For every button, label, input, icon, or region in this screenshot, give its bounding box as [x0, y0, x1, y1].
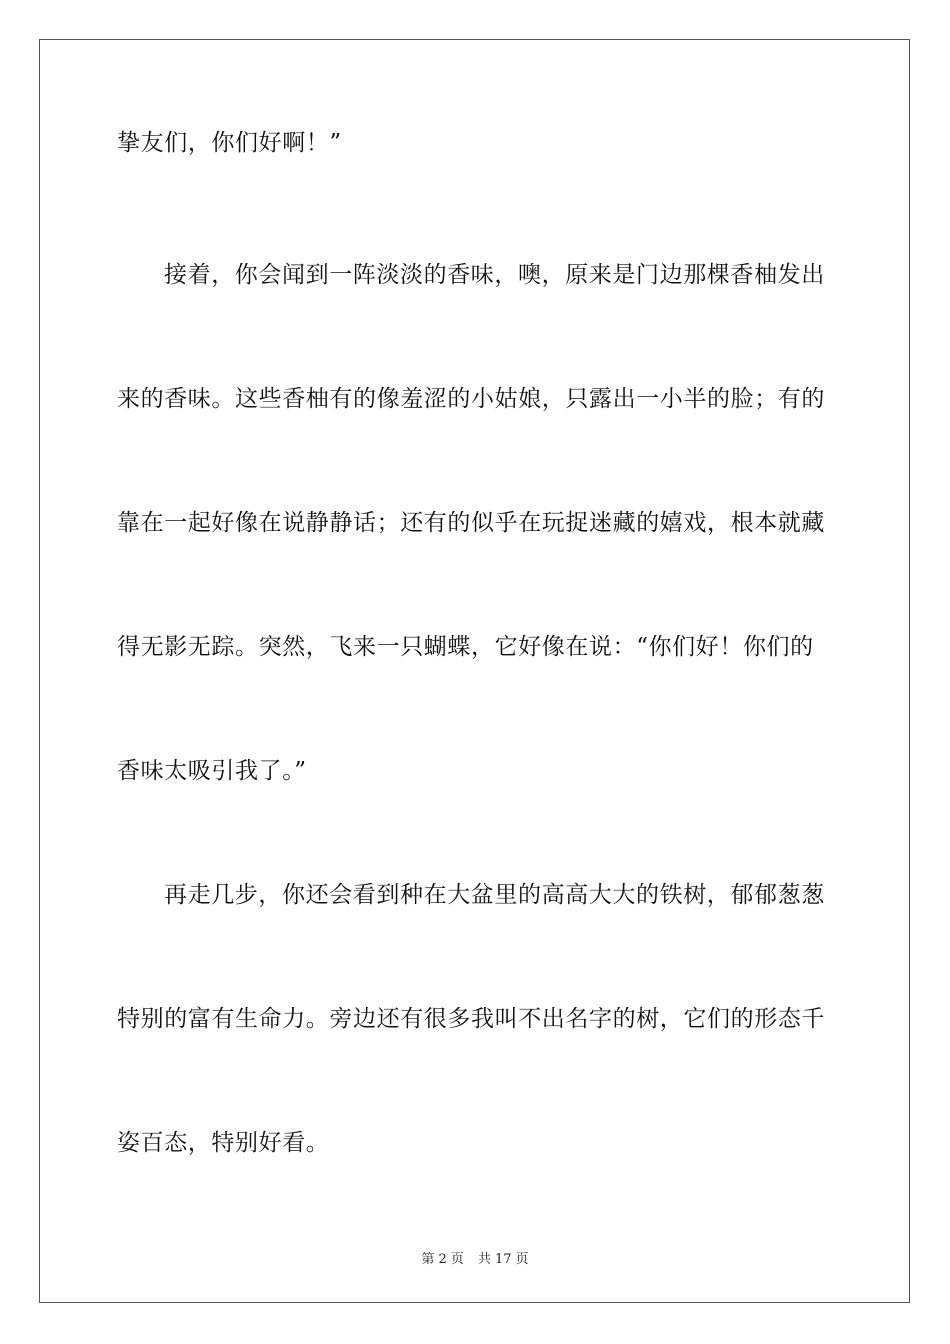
- text-line-4: 靠在一起好像在说静静话；还有的似乎在玩捉迷藏的嬉戏，根本就藏: [117, 510, 825, 536]
- text-line-6: 香味太吸引我了。”: [117, 758, 307, 784]
- page-number: 第 2 页: [421, 1252, 464, 1267]
- text-line-9: 姿百态，特别好看。: [117, 1130, 330, 1156]
- text-line-2: 接着，你会闻到一阵淡淡的香味，噢，原来是门边那棵香柚发出: [164, 262, 825, 288]
- text-line-8: 特别的富有生命力。旁边还有很多我叫不出名字的树，它们的形态千: [117, 1006, 825, 1032]
- text-line-7: 再走几步，你还会看到种在大盆里的高高大大的铁树，郁郁葱葱: [164, 882, 825, 908]
- page-border: [39, 39, 910, 1303]
- page-total: 共 17 页: [477, 1252, 529, 1267]
- text-line-5: 得无影无踪。突然，飞来一只蝴蝶，它好像在说：“你们好！你们的: [117, 634, 814, 660]
- text-line-1: 挚友们，你们好啊！”: [117, 130, 342, 156]
- page-footer: [0, 1248, 950, 1267]
- text-line-3: 来的香味。这些香柚有的像羞涩的小姑娘，只露出一小半的脸；有的: [117, 386, 825, 412]
